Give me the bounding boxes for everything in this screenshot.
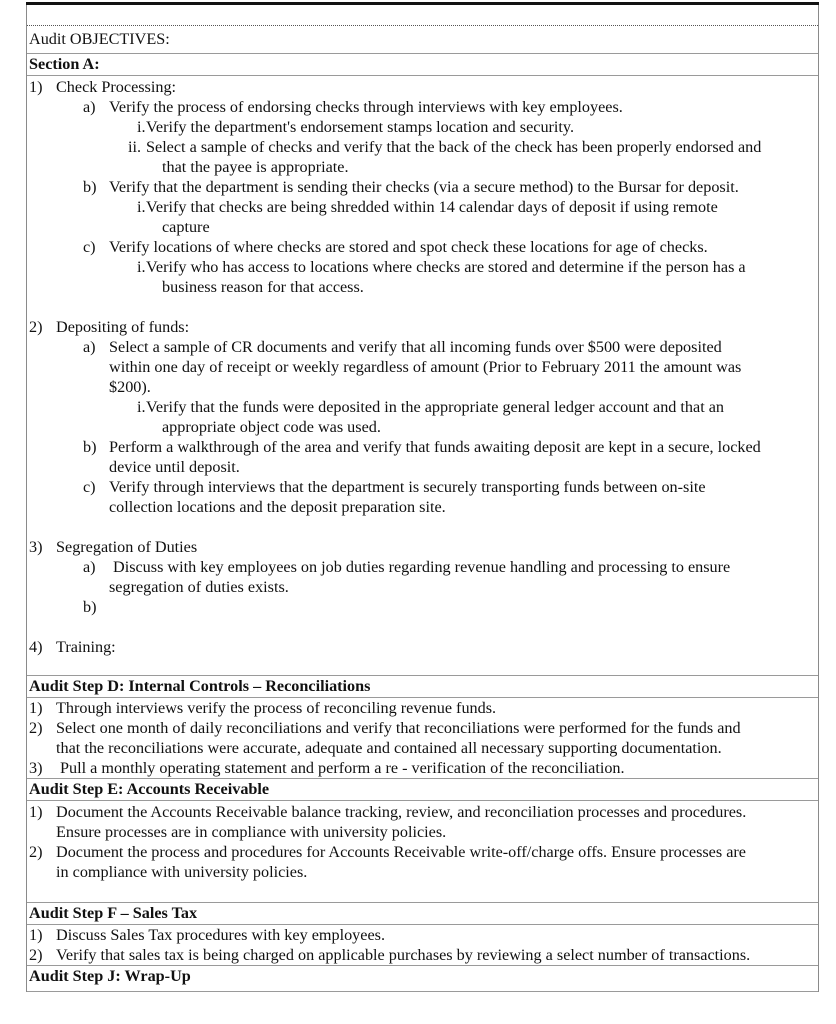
step-d-body: 1) Through interviews verify the process of reconciling revenue funds. 2) Select one month of daily reconciliations and verify that reconciliations were performed for the funds and that the reconciliations were accurate, adequate and contained all necessary supporting documentation. 3) Pull a monthly operating statement and perform a re - verification of the reconciliation. — [27, 698, 818, 779]
step-e-body: 1) Document the Accounts Receivable balance tracking, review, and reconciliation processes and procedures. Ensure processes are in compliance with university policies. 2) Document the process and procedures for Accounts Receivable write-off/charge offs. Ensure processes are in compliance with university policies. — [27, 801, 818, 903]
list-item: c) Verify locations of where checks are stored and spot check these locations for age of checks. — [83, 238, 708, 256]
list-item: b) — [83, 598, 97, 616]
list-item: b) Verify that the department is sending their checks (via a secure method) to the Bursar for deposit. — [83, 178, 739, 196]
list-item: a) Select a sample of CR documents and verify that all incoming funds over $500 were deposited — [83, 338, 722, 356]
list-item: 3) Segregation of Duties — [29, 538, 198, 556]
audit-objectives-title: Audit OBJECTIVES: — [27, 26, 818, 54]
step-f-body — [27, 925, 818, 966]
list-item: 2) Depositing of funds: — [29, 318, 190, 336]
list-item: 1) Check Processing: — [29, 78, 177, 96]
section-a-body: 1) Check Processing: a) Verify the process of endorsing checks through interviews with key employees. i. Verify the department's endorsement stamps location and security. ii. Select a sample of checks and verify that the back of the check has been properly endorsed and that the payee is appropriate. b) Verify that the department is sending their checks (via a secure method) to the Bursar for deposit. i. Verify that checks are being shredded within 14 calendar days of deposit if using remote capture c) Verify locations of where checks are stored and spot check these locations for age of checks. i. Verify who has access to locations where checks are stored and determine if the person has a business reason for that access. 2) Depositing of funds: a) Select a sample of CR documents and verify that all incoming funds over $500 were deposited within one day of receipt or weekly regardless of amount (Prior to February 2011 the amount was $200). i. Verify that the funds were deposited in the appropriate general ledger account and that an appropriate object code was used. b) Perform a walkthrough of the area and verify that funds awaiting deposit are kept in a secure, locked device until deposit. c) Verify through interviews that the department is securely transporting funds between on-site collection locations and the deposit preparation site. 3) Segregation of Duties a) Discuss with key employees on job duties regarding revenue handling and processing to ensure segregation of duties exists. b) 4) Training: — [27, 76, 818, 676]
step-j-heading: Audit Step J: Wrap-Up — [27, 966, 818, 992]
blank-header-row — [27, 5, 818, 26]
list-item: 1) Through interviews verify the process of reconciling revenue funds. — [29, 699, 497, 717]
step-d-heading: Audit Step D: Internal Controls – Reconciliations — [27, 676, 818, 698]
step-e-heading: Audit Step E: Accounts Receivable — [27, 779, 818, 801]
section-a-heading: Section A: — [27, 54, 818, 76]
list-item: a) Discuss with key employees on job duties regarding revenue handling and processing to ensure — [83, 558, 731, 576]
list-item: i. Verify the department's endorsement stamps location and security. — [137, 118, 575, 136]
list-item: b) Perform a walkthrough of the area and verify that funds awaiting deposit are kept in a secure, locked — [83, 438, 761, 456]
list-item: ii. Select a sample of checks and verify that the back of the check has been properly endorsed and — [128, 138, 762, 156]
list-item: 3) Pull a monthly operating statement and perform a re - verification of the reconciliation. — [29, 759, 625, 777]
step-f-heading: Audit Step F – Sales Tax — [27, 903, 818, 925]
list-item: 4) Training: — [29, 638, 116, 656]
list-item: c) Verify through interviews that the department is securely transporting funds between on-site — [83, 478, 706, 496]
list-item: i. Verify who has access to locations where checks are stored and determine if the person has a — [137, 258, 746, 276]
list-item: 2) Document the process and procedures for Accounts Receivable write-off/charge offs. Ensure processes are — [29, 843, 746, 861]
audit-table — [26, 5, 819, 992]
list-item: a) Verify the process of endorsing checks through interviews with key employees. — [83, 98, 623, 116]
list-item: 1) Discuss Sales Tax procedures with key employees. — [29, 926, 385, 944]
audit-document — [26, 0, 819, 992]
list-item: 2) Verify that sales tax is being charged on applicable purchases by reviewing a select number of transactions. — [29, 946, 751, 964]
list-item: 1) Document the Accounts Receivable balance tracking, review, and reconciliation processes and procedures. — [29, 803, 747, 821]
list-item: 2) Select one month of daily reconciliations and verify that reconciliations were performed for the funds and — [29, 719, 741, 737]
list-item: i. Verify that the funds were deposited in the appropriate general ledger account and that an — [137, 398, 725, 416]
list-item: i. Verify that checks are being shredded within 14 calendar days of deposit if using remote — [137, 198, 718, 216]
